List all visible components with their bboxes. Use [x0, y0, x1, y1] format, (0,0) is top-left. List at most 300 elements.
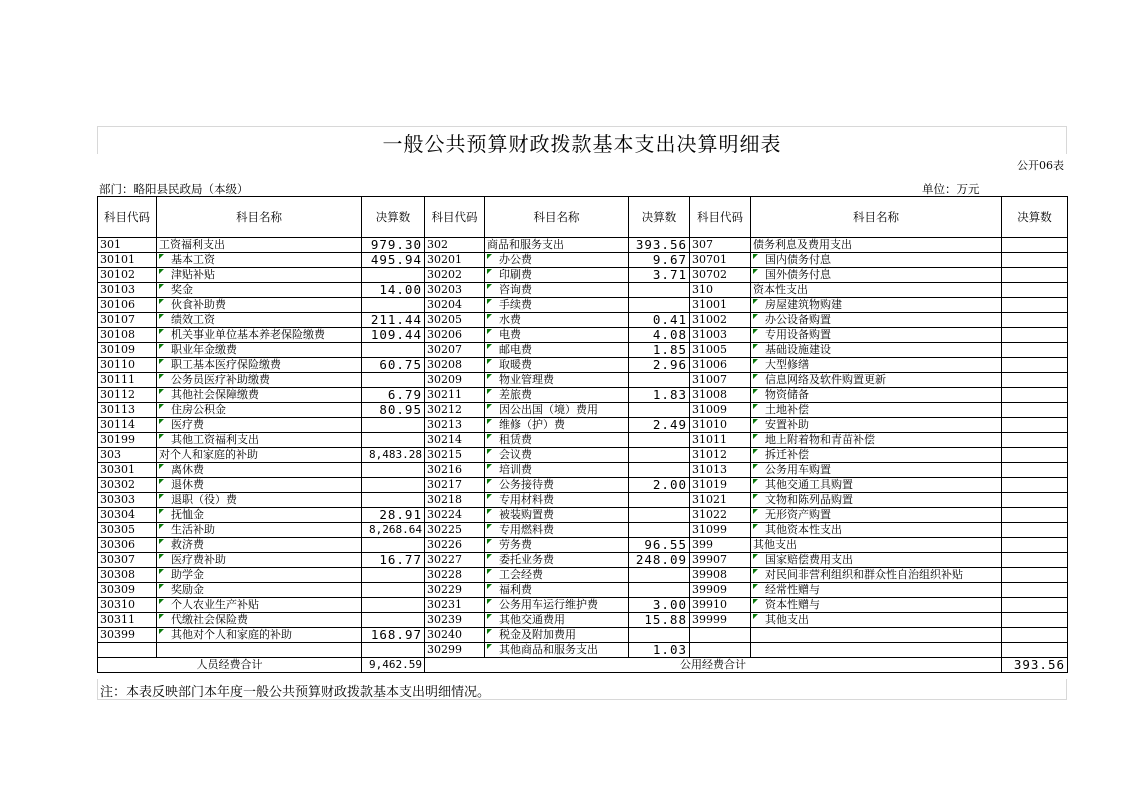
- subject-code-cell: 30224: [425, 508, 485, 523]
- subject-name-cell: 伙食补助费: [157, 298, 362, 313]
- subject-code-cell: 31010: [690, 418, 751, 433]
- subject-code-cell: 30239: [425, 613, 485, 628]
- subject-name-cell: 其他工资福利支出: [157, 433, 362, 448]
- subject-code-cell: 399: [690, 538, 751, 553]
- subject-name-cell: 公务员医疗补助缴费: [157, 373, 362, 388]
- subject-name-cell: 经常性赠与: [751, 583, 1002, 598]
- amount-cell: 211.44: [362, 313, 425, 328]
- subject-name-cell: 代缴社会保险费: [157, 613, 362, 628]
- public-total-label: 公用经费合计: [425, 658, 1002, 673]
- amount-cell: [362, 538, 425, 553]
- public-total-value: 393.56: [1002, 658, 1068, 673]
- subject-name-cell: 其他交通工具购置: [751, 478, 1002, 493]
- amount-cell: [1002, 628, 1068, 643]
- subject-code-cell: 30299: [425, 643, 485, 658]
- amount-cell: [629, 373, 690, 388]
- subject-name-cell: 办公费: [485, 253, 629, 268]
- subject-code-cell: 30227: [425, 553, 485, 568]
- subject-name-cell: 商品和服务支出: [485, 238, 629, 253]
- subject-code-cell: 30211: [425, 388, 485, 403]
- amount-cell: [1002, 493, 1068, 508]
- subject-name-cell: 基本工资: [157, 253, 362, 268]
- table-row: [98, 238, 1068, 253]
- table-row: [98, 373, 1068, 388]
- subject-name-cell: 助学金: [157, 568, 362, 583]
- table-row: [98, 313, 1068, 328]
- subject-name-cell: 因公出国（境）费用: [485, 403, 629, 418]
- amount-cell: [362, 643, 425, 658]
- subject-name-cell: 退职（役）费: [157, 493, 362, 508]
- amount-cell: [362, 343, 425, 358]
- subject-name-cell: 奖励金: [157, 583, 362, 598]
- amount-cell: [1002, 523, 1068, 538]
- subject-name-cell: 水费: [485, 313, 629, 328]
- subject-code-cell: 31001: [690, 298, 751, 313]
- amount-cell: [1002, 298, 1068, 313]
- subject-code-cell: 30101: [98, 253, 157, 268]
- table-row: [98, 463, 1068, 478]
- amount-cell: [362, 463, 425, 478]
- subject-name-cell: 生活补助: [157, 523, 362, 538]
- subject-code-cell: 30306: [98, 538, 157, 553]
- header-name-3: 科目名称: [751, 197, 1002, 238]
- subject-name-cell: 其他支出: [751, 613, 1002, 628]
- amount-cell: [1002, 358, 1068, 373]
- subject-code-cell: 39909: [690, 583, 751, 598]
- subject-name-cell: 职工基本医疗保险缴费: [157, 358, 362, 373]
- subject-name-cell: 公务用车运行维护费: [485, 598, 629, 613]
- department-label: 部门：略阳县民政局（本级）: [99, 182, 249, 196]
- subject-name-cell: [751, 643, 1002, 658]
- subject-code-cell: 30202: [425, 268, 485, 283]
- subject-name-cell: 工资福利支出: [157, 238, 362, 253]
- amount-cell: [362, 418, 425, 433]
- amount-cell: [629, 403, 690, 418]
- amount-cell: [1002, 433, 1068, 448]
- subject-code-cell: 30701: [690, 253, 751, 268]
- header-code-3: 科目代码: [690, 197, 751, 238]
- subject-name-cell: 专用燃料费: [485, 523, 629, 538]
- subject-code-cell: 30231: [425, 598, 485, 613]
- amount-cell: [1002, 343, 1068, 358]
- table-row: [98, 283, 1068, 298]
- subject-name-cell: 劳务费: [485, 538, 629, 553]
- table-code: 公开06表: [1017, 159, 1064, 172]
- amount-cell: [1002, 283, 1068, 298]
- subject-name-cell: 大型修缮: [751, 358, 1002, 373]
- subject-name-cell: 咨询费: [485, 283, 629, 298]
- subject-name-cell: 无形资产购置: [751, 508, 1002, 523]
- header-amount-2: 决算数: [629, 197, 690, 238]
- amount-cell: [1002, 313, 1068, 328]
- subject-code-cell: 31007: [690, 373, 751, 388]
- subject-code-cell: 30204: [425, 298, 485, 313]
- table-row: [98, 583, 1068, 598]
- table-row: [98, 598, 1068, 613]
- amount-cell: [1002, 598, 1068, 613]
- subject-code-cell: 30310: [98, 598, 157, 613]
- subject-code-cell: 30102: [98, 268, 157, 283]
- personnel-total-value: 9,462.59: [362, 658, 425, 673]
- header-amount-1: 决算数: [362, 197, 425, 238]
- subject-name-cell: 专用材料费: [485, 493, 629, 508]
- subject-code-cell: 30206: [425, 328, 485, 343]
- subject-code-cell: [98, 643, 157, 658]
- header-name-1: 科目名称: [157, 197, 362, 238]
- subject-code-cell: 30113: [98, 403, 157, 418]
- table-row: [98, 478, 1068, 493]
- table-row: [98, 568, 1068, 583]
- amount-cell: 28.91: [362, 508, 425, 523]
- subject-name-cell: 奖金: [157, 283, 362, 298]
- amount-cell: [362, 598, 425, 613]
- subject-name-cell: 国外债务付息: [751, 268, 1002, 283]
- subject-code-cell: 30103: [98, 283, 157, 298]
- subject-name-cell: 维修（护）费: [485, 418, 629, 433]
- subject-code-cell: 30203: [425, 283, 485, 298]
- amount-cell: 80.95: [362, 403, 425, 418]
- table-row: [98, 523, 1068, 538]
- subject-code-cell: 31099: [690, 523, 751, 538]
- table-row: [98, 433, 1068, 448]
- subject-name-cell: 其他资本性支出: [751, 523, 1002, 538]
- table-row: [98, 343, 1068, 358]
- subject-name-cell: 物业管理费: [485, 373, 629, 388]
- subject-code-cell: 31022: [690, 508, 751, 523]
- amount-cell: 1.03: [629, 643, 690, 658]
- subject-code-cell: 30107: [98, 313, 157, 328]
- footnote: 注：本表反映部门本年度一般公共预算财政拨款基本支出明细情况。: [97, 679, 1067, 700]
- subject-code-cell: 30240: [425, 628, 485, 643]
- subject-code-cell: 30111: [98, 373, 157, 388]
- subject-name-cell: 其他商品和服务支出: [485, 643, 629, 658]
- subject-code-cell: 30304: [98, 508, 157, 523]
- subject-name-cell: 拆迁补偿: [751, 448, 1002, 463]
- amount-cell: 979.30: [362, 238, 425, 253]
- amount-cell: [362, 478, 425, 493]
- subject-code-cell: 30199: [98, 433, 157, 448]
- subject-code-cell: 30311: [98, 613, 157, 628]
- subject-name-cell: 其他社会保障缴费: [157, 388, 362, 403]
- amount-cell: [629, 628, 690, 643]
- amount-cell: [362, 373, 425, 388]
- subject-name-cell: 个人农业生产补贴: [157, 598, 362, 613]
- subject-name-cell: 医疗费补助: [157, 553, 362, 568]
- subject-name-cell: 退休费: [157, 478, 362, 493]
- subject-name-cell: 地上附着物和青苗补偿: [751, 433, 1002, 448]
- amount-cell: [1002, 463, 1068, 478]
- amount-cell: [362, 433, 425, 448]
- subject-code-cell: 30305: [98, 523, 157, 538]
- subject-code-cell: 31011: [690, 433, 751, 448]
- subject-code-cell: 303: [98, 448, 157, 463]
- table-row: [98, 298, 1068, 313]
- subject-code-cell: 30702: [690, 268, 751, 283]
- table-row: [98, 553, 1068, 568]
- subject-name-cell: 救济费: [157, 538, 362, 553]
- subject-code-cell: 31008: [690, 388, 751, 403]
- subject-name-cell: 福利费: [485, 583, 629, 598]
- subject-name-cell: 房屋建筑物购建: [751, 298, 1002, 313]
- amount-cell: [362, 298, 425, 313]
- totals-row: [98, 658, 1068, 673]
- amount-cell: [629, 508, 690, 523]
- subject-name-cell: 专用设备购置: [751, 328, 1002, 343]
- amount-cell: [1002, 568, 1068, 583]
- subject-name-cell: 公务用车购置: [751, 463, 1002, 478]
- subject-name-cell: 信息网络及软件购置更新: [751, 373, 1002, 388]
- subject-name-cell: 培训费: [485, 463, 629, 478]
- amount-cell: [362, 583, 425, 598]
- subject-code-cell: 30214: [425, 433, 485, 448]
- amount-cell: 3.71: [629, 268, 690, 283]
- subject-name-cell: 国内债务付息: [751, 253, 1002, 268]
- subject-code-cell: 31005: [690, 343, 751, 358]
- table-row: [98, 328, 1068, 343]
- amount-cell: [1002, 583, 1068, 598]
- subject-name-cell: 差旅费: [485, 388, 629, 403]
- amount-cell: 9.67: [629, 253, 690, 268]
- table-row: [98, 388, 1068, 403]
- header-amount-3: 决算数: [1002, 197, 1068, 238]
- subject-code-cell: 30216: [425, 463, 485, 478]
- subject-name-cell: 医疗费: [157, 418, 362, 433]
- amount-cell: [1002, 253, 1068, 268]
- amount-cell: 16.77: [362, 553, 425, 568]
- subject-name-cell: 资本性支出: [751, 283, 1002, 298]
- subject-code-cell: 30207: [425, 343, 485, 358]
- amount-cell: [629, 448, 690, 463]
- subject-code-cell: 31012: [690, 448, 751, 463]
- subject-code-cell: 39910: [690, 598, 751, 613]
- subject-name-cell: 基础设施建设: [751, 343, 1002, 358]
- table-row: [98, 628, 1068, 643]
- amount-cell: [1002, 508, 1068, 523]
- subject-code-cell: 30228: [425, 568, 485, 583]
- subject-code-cell: 30226: [425, 538, 485, 553]
- amount-cell: 393.56: [629, 238, 690, 253]
- table-row: [98, 493, 1068, 508]
- subject-code-cell: 30114: [98, 418, 157, 433]
- subject-name-cell: 津贴补贴: [157, 268, 362, 283]
- amount-cell: 2.96: [629, 358, 690, 373]
- amount-cell: [629, 433, 690, 448]
- expenditure-table: [97, 196, 1068, 673]
- subject-code-cell: 30302: [98, 478, 157, 493]
- subject-name-cell: 机关事业单位基本养老保险缴费: [157, 328, 362, 343]
- amount-cell: [1002, 538, 1068, 553]
- subject-name-cell: 印刷费: [485, 268, 629, 283]
- subject-code-cell: 310: [690, 283, 751, 298]
- subject-code-cell: 31021: [690, 493, 751, 508]
- subject-code-cell: 30212: [425, 403, 485, 418]
- amount-cell: 4.08: [629, 328, 690, 343]
- subject-code-cell: 30208: [425, 358, 485, 373]
- subject-code-cell: [690, 628, 751, 643]
- amount-cell: 3.00: [629, 598, 690, 613]
- amount-cell: [629, 583, 690, 598]
- subject-name-cell: 电费: [485, 328, 629, 343]
- subject-name-cell: 租赁费: [485, 433, 629, 448]
- amount-cell: 15.88: [629, 613, 690, 628]
- subject-code-cell: 30229: [425, 583, 485, 598]
- amount-cell: 96.55: [629, 538, 690, 553]
- table-row: [98, 613, 1068, 628]
- amount-cell: [1002, 613, 1068, 628]
- amount-cell: [362, 493, 425, 508]
- subject-name-cell: 税金及附加费用: [485, 628, 629, 643]
- amount-cell: [1002, 388, 1068, 403]
- subject-code-cell: 39907: [690, 553, 751, 568]
- amount-cell: 6.79: [362, 388, 425, 403]
- amount-cell: 1.83: [629, 388, 690, 403]
- personnel-total-label: 人员经费合计: [98, 658, 362, 673]
- subject-code-cell: 30112: [98, 388, 157, 403]
- subject-code-cell: 31003: [690, 328, 751, 343]
- subject-name-cell: 被装购置费: [485, 508, 629, 523]
- table-row: [98, 508, 1068, 523]
- subject-name-cell: 对民间非营利组织和群众性自治组织补贴: [751, 568, 1002, 583]
- amount-cell: [1002, 403, 1068, 418]
- amount-cell: 14.00: [362, 283, 425, 298]
- table-row: [98, 418, 1068, 433]
- subject-name-cell: 邮电费: [485, 343, 629, 358]
- subject-code-cell: 30110: [98, 358, 157, 373]
- subject-name-cell: 抚恤金: [157, 508, 362, 523]
- amount-cell: 1.85: [629, 343, 690, 358]
- subject-name-cell: 委托业务费: [485, 553, 629, 568]
- subject-name-cell: 公务接待费: [485, 478, 629, 493]
- subject-code-cell: 30108: [98, 328, 157, 343]
- subject-code-cell: 30303: [98, 493, 157, 508]
- amount-cell: [629, 463, 690, 478]
- amount-cell: 2.49: [629, 418, 690, 433]
- amount-cell: [1002, 643, 1068, 658]
- subject-code-cell: 31013: [690, 463, 751, 478]
- subject-name-cell: 资本性赠与: [751, 598, 1002, 613]
- subject-code-cell: 301: [98, 238, 157, 253]
- subject-name-cell: 住房公积金: [157, 403, 362, 418]
- amount-cell: [1002, 478, 1068, 493]
- header-code-2: 科目代码: [425, 197, 485, 238]
- subject-code-cell: 30209: [425, 373, 485, 388]
- table-row: [98, 448, 1068, 463]
- subject-name-cell: [751, 628, 1002, 643]
- table-row: [98, 358, 1068, 373]
- page-title: 一般公共预算财政拨款基本支出决算明细表: [382, 132, 782, 156]
- subject-code-cell: 307: [690, 238, 751, 253]
- subject-name-cell: 国家赔偿费用支出: [751, 553, 1002, 568]
- amount-cell: 248.09: [629, 553, 690, 568]
- subject-code-cell: 30218: [425, 493, 485, 508]
- subject-code-cell: 31002: [690, 313, 751, 328]
- amount-cell: [362, 268, 425, 283]
- subject-name-cell: 对个人和家庭的补助: [157, 448, 362, 463]
- subject-code-cell: 39999: [690, 613, 751, 628]
- amount-cell: 495.94: [362, 253, 425, 268]
- amount-cell: 8,483.28: [362, 448, 425, 463]
- amount-cell: [629, 283, 690, 298]
- subject-name-cell: 取暖费: [485, 358, 629, 373]
- subject-code-cell: 30106: [98, 298, 157, 313]
- table-body: [98, 238, 1068, 658]
- amount-cell: [1002, 238, 1068, 253]
- subject-name-cell: 职业年金缴费: [157, 343, 362, 358]
- subject-code-cell: 30109: [98, 343, 157, 358]
- amount-cell: [629, 523, 690, 538]
- amount-cell: [629, 298, 690, 313]
- subject-name-cell: 土地补偿: [751, 403, 1002, 418]
- unit-label: 单位：万元: [922, 182, 980, 196]
- subject-code-cell: 30205: [425, 313, 485, 328]
- subject-code-cell: 30217: [425, 478, 485, 493]
- subject-code-cell: 30213: [425, 418, 485, 433]
- subject-code-cell: 30399: [98, 628, 157, 643]
- amount-cell: [1002, 328, 1068, 343]
- subject-code-cell: [690, 643, 751, 658]
- table-row: [98, 403, 1068, 418]
- subject-name-cell: 文物和陈列品购置: [751, 493, 1002, 508]
- subject-code-cell: 30301: [98, 463, 157, 478]
- subject-name-cell: 其他支出: [751, 538, 1002, 553]
- amount-cell: [1002, 418, 1068, 433]
- amount-cell: 2.00: [629, 478, 690, 493]
- subject-name-cell: 工会经费: [485, 568, 629, 583]
- subject-code-cell: 31009: [690, 403, 751, 418]
- amount-cell: [629, 493, 690, 508]
- subject-code-cell: 30308: [98, 568, 157, 583]
- table-header-row: [98, 197, 1068, 238]
- amount-cell: [362, 568, 425, 583]
- amount-cell: 0.41: [629, 313, 690, 328]
- subject-name-cell: 绩效工资: [157, 313, 362, 328]
- amount-cell: [1002, 553, 1068, 568]
- subject-code-cell: 39908: [690, 568, 751, 583]
- subject-code-cell: 30225: [425, 523, 485, 538]
- table-row: [98, 253, 1068, 268]
- subject-code-cell: 302: [425, 238, 485, 253]
- amount-cell: [1002, 373, 1068, 388]
- header-code-1: 科目代码: [98, 197, 157, 238]
- subject-code-cell: 31006: [690, 358, 751, 373]
- subject-name-cell: 手续费: [485, 298, 629, 313]
- subject-name-cell: 会议费: [485, 448, 629, 463]
- amount-cell: 109.44: [362, 328, 425, 343]
- amount-cell: [1002, 448, 1068, 463]
- subject-name-cell: 其他对个人和家庭的补助: [157, 628, 362, 643]
- amount-cell: 8,268.64: [362, 523, 425, 538]
- subject-code-cell: 30307: [98, 553, 157, 568]
- subject-name-cell: 物资储备: [751, 388, 1002, 403]
- subject-name-cell: [157, 643, 362, 658]
- subject-code-cell: 30309: [98, 583, 157, 598]
- amount-cell: 168.97: [362, 628, 425, 643]
- amount-cell: [1002, 268, 1068, 283]
- subject-code-cell: 30201: [425, 253, 485, 268]
- subject-name-cell: 办公设备购置: [751, 313, 1002, 328]
- table-row: [98, 538, 1068, 553]
- subject-code-cell: 31019: [690, 478, 751, 493]
- subject-name-cell: 离休费: [157, 463, 362, 478]
- header-name-2: 科目名称: [485, 197, 629, 238]
- subject-name-cell: 其他交通费用: [485, 613, 629, 628]
- amount-cell: 60.75: [362, 358, 425, 373]
- subject-code-cell: 30215: [425, 448, 485, 463]
- table-row: [98, 268, 1068, 283]
- subject-name-cell: 安置补助: [751, 418, 1002, 433]
- table-row: [98, 643, 1068, 658]
- subject-name-cell: 债务利息及费用支出: [751, 238, 1002, 253]
